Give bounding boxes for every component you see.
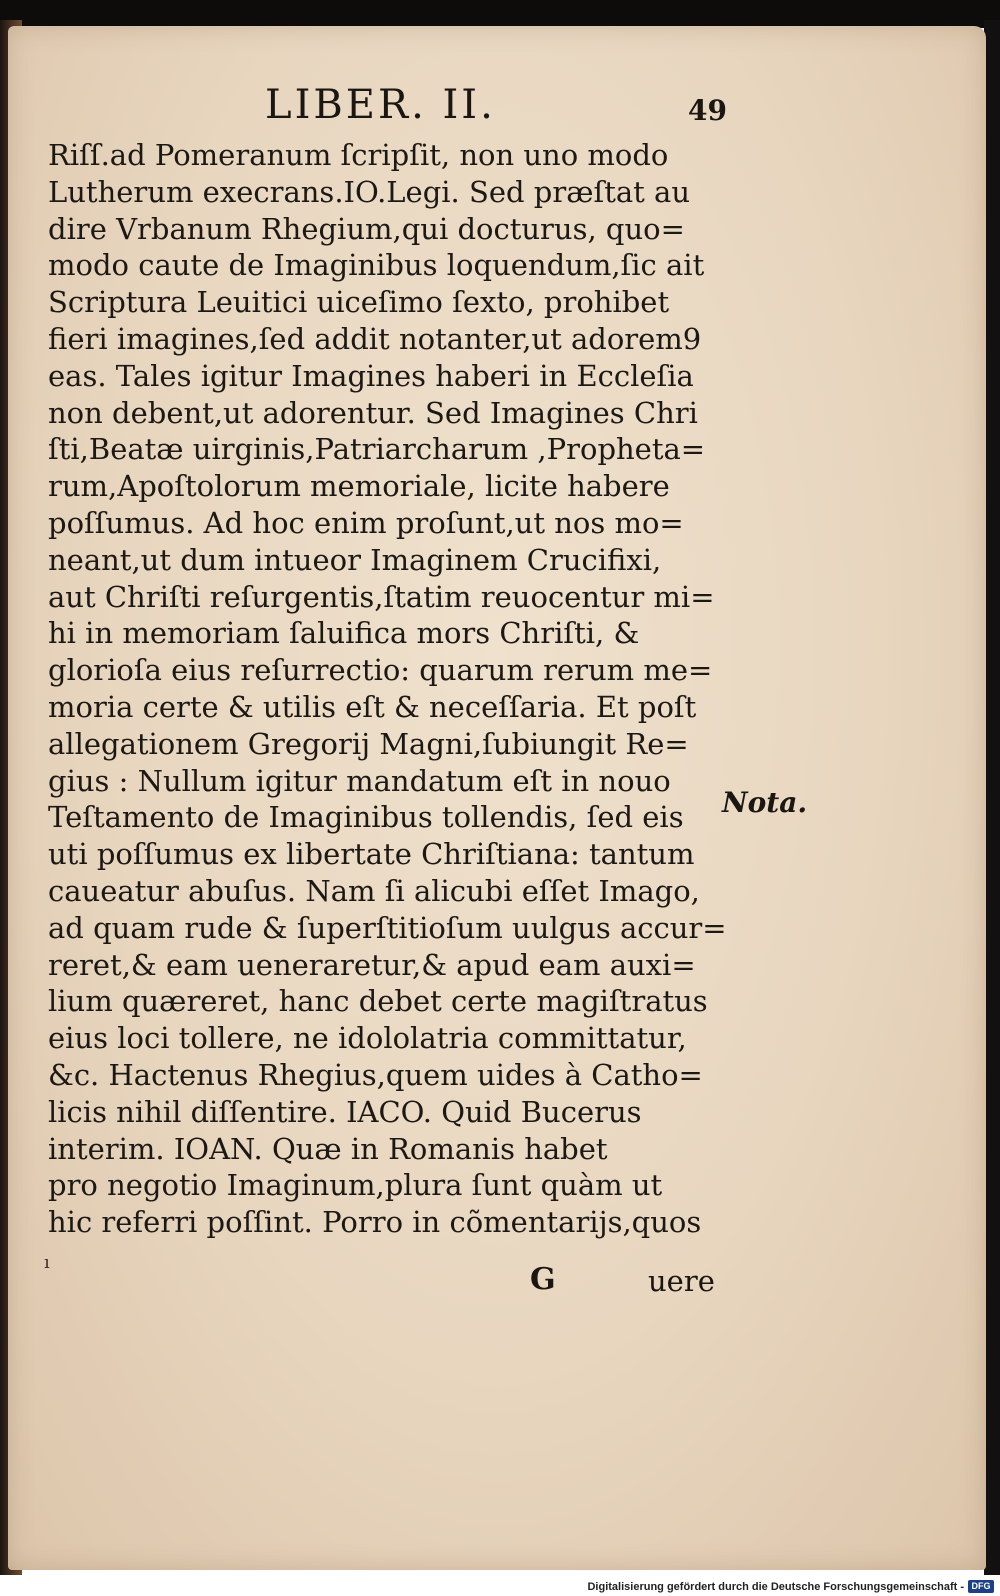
scan-right-edge xyxy=(984,20,1000,1575)
digitization-footer xyxy=(0,1575,1000,1596)
text-line: rum,Apoſtolorum memoriale, licite habere xyxy=(48,469,670,504)
text-line: modo caute de Imaginibus loquendum,ſic ait xyxy=(48,248,705,283)
folio-number: 49 xyxy=(688,94,727,127)
text-line: &c. Hactenus Rhegius,quem uides à Catho= xyxy=(48,1058,703,1092)
text-line: ad quam rude & ſuperſtitioſum uulgus accur= xyxy=(48,910,727,945)
dfg-logo: DFG xyxy=(968,1580,994,1593)
text-line: non debent,ut adorentur. Sed Imagines Chri xyxy=(48,395,698,430)
text-line: hic referri poſſint. Porro in cõmentarijs,quos xyxy=(48,1205,702,1240)
text-line: eas. Tales igitur Imagines haberi in Eccleſia xyxy=(48,358,694,393)
text-line: eius loci tollere, ne idololatria committatur, xyxy=(48,1021,687,1056)
text-line: Teſtamento de Imaginibus tollendis, ſed eis xyxy=(48,800,684,835)
text-line: lium quæreret, hanc debet certe magiſtratus xyxy=(48,984,708,1019)
text-line: poſſumus. Ad hoc enim proſunt,ut nos mo= xyxy=(48,506,684,540)
text-line: licis nihil diſſentire. IACO. Quid Bucerus xyxy=(48,1094,642,1129)
text-line: allegationem Gregorij Magni,ſubiungit Re= xyxy=(48,726,689,761)
text-line: reret,& eam ueneraretur,& apud eam auxi= xyxy=(48,947,696,982)
text-line: neant,ut dum intueor Imaginem Crucifixi, xyxy=(48,542,662,577)
text-line: moria certe & utilis eſt & neceſſaria. Et poſt xyxy=(48,690,697,724)
text-line: dire Vrbanum Rhegium,qui docturus, quo= xyxy=(48,211,685,246)
signature-mark: G xyxy=(530,1262,556,1297)
scan-top-band xyxy=(0,0,1000,28)
text-line: gius : Nullum igitur mandatum eſt in nouo xyxy=(48,763,671,798)
running-head: LIBER. II. xyxy=(265,82,496,128)
text-line: aut Chriſti reſurgentis,ſtatim reuocentur mi= xyxy=(48,579,715,614)
text-line: hi in memoriam ſaluifica mors Chriſti, & xyxy=(48,616,640,651)
text-line: interim. IOAN. Quæ in Romanis habet xyxy=(48,1131,608,1166)
text-line: pro negotio Imaginum,plura ſunt quàm ut xyxy=(48,1168,663,1203)
text-line: Lutherum execrans.IO.Legi. Sed præſtat au xyxy=(48,174,690,209)
text-line: caueatur abuſus. Nam ſi alicubi eſſet Imago, xyxy=(48,874,700,908)
text-line: glorioſa eius reſurrectio: quarum rerum me= xyxy=(48,653,713,688)
text-line: Scriptura Leuitici uiceſimo ſexto, prohibet xyxy=(48,285,670,320)
text-line: uti poſſumus ex libertate Chriſtiana: tantum xyxy=(48,837,695,872)
funding-credit: Digitalisierung gefördert durch die Deutsche Forschungsgemeinschaft - xyxy=(587,1581,964,1593)
catchword: uere xyxy=(648,1264,715,1298)
marginal-note: Nota. xyxy=(722,786,808,819)
text-line: Riſſ.ad Pomeranum ſcripſit, non uno modo xyxy=(48,138,669,172)
text-line: ſti,Beatæ uirginis,Patriarcharum ,Propheta= xyxy=(48,432,706,467)
text-line: fieri imagines,ſed addit notanter,ut adorem9 xyxy=(48,322,702,356)
stray-mark: ı xyxy=(44,1252,50,1273)
